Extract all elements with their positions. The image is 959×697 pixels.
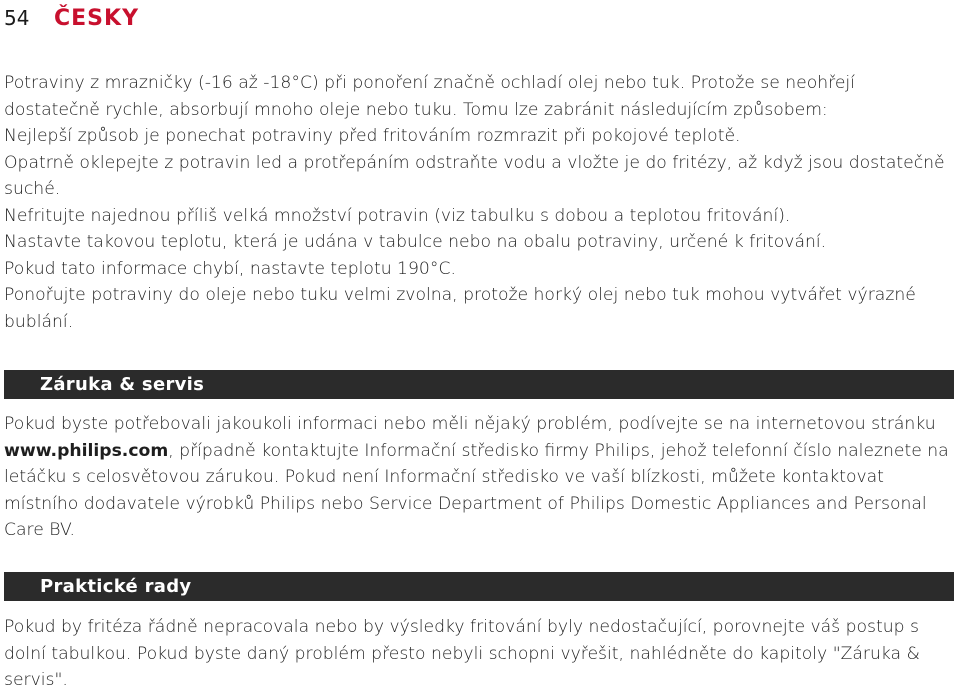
paragraph: Potraviny z mrazničky (-16 až -18°C) při ponoření značně ochladí olej nebo tuk. Protože se neohřejí dostatečně rychle, absorbují mnoho oleje nebo tuku. Tomu lze zabránit následujícím způsobem: [4, 73, 855, 120]
paragraph: Ponořujte potraviny do oleje nebo tuku velmi zvolna, protože horký olej nebo tuk mohou vytvářet výrazné bublání. [4, 285, 916, 332]
frozen-food-section [4, 70, 954, 335]
page-header [4, 6, 139, 36]
philips-link[interactable]: www.philips.com [4, 440, 169, 461]
guarantee-paragraph [4, 411, 954, 544]
tips-heading-bar [4, 572, 954, 601]
guarantee-text-after: , případně kontaktujte Informační středisko firmy Philips, jehož telefonní číslo naleznete na letáčku s celosvětovou zárukou. Pokud není Informační středisko ve vaší blízkosti, můžete kontaktovat místního dodavatele výrobků Philips nebo Service Department of Philips Domestic Appliances and Personal Care BV. [4, 440, 949, 540]
guarantee-section [4, 411, 954, 544]
paragraph: Nefritujte najednou příliš velká množství potravin (viz tabulku s dobou a teplotou fritování). [4, 205, 791, 226]
tips-paragraph: Pokud by fritéza řádně nepracovala nebo by výsledky fritování byly nedostačující, porovnejte váš postup s dolní tabulkou. Pokud byste daný problém přesto nebyli schopni vyřešit, nahlédněte do kapitoly "Záruka & servis". [4, 617, 920, 690]
section-heading: Praktické rady [40, 576, 192, 597]
guarantee-text-before: Pokud byste potřebovali jakoukoli informaci nebo měli nějaký problém, podívejte se na internetovou stránku [4, 414, 936, 434]
paragraph: Nastavte takovou teplotu, která je udána v tabulce nebo na obalu potraviny, určené k fritování. [4, 232, 827, 252]
tips-section [4, 614, 954, 694]
guarantee-heading-bar [4, 370, 954, 399]
section-heading: Záruka & servis [40, 374, 205, 395]
paragraph: Nejlepší způsob je ponechat potraviny před fritováním rozmrazit při pokojové teplotě. [4, 126, 741, 146]
paragraph: Pokud tato informace chybí, nastavte teplotu 190°C. [4, 258, 456, 279]
language-heading: ČESKY [54, 6, 139, 31]
page-number: 54 [4, 6, 30, 30]
paragraph: Opatrně oklepejte z potravin led a protřepáním odstraňte vodu a vložte je do fritézy, až když jsou dostatečně suché. [4, 152, 945, 199]
